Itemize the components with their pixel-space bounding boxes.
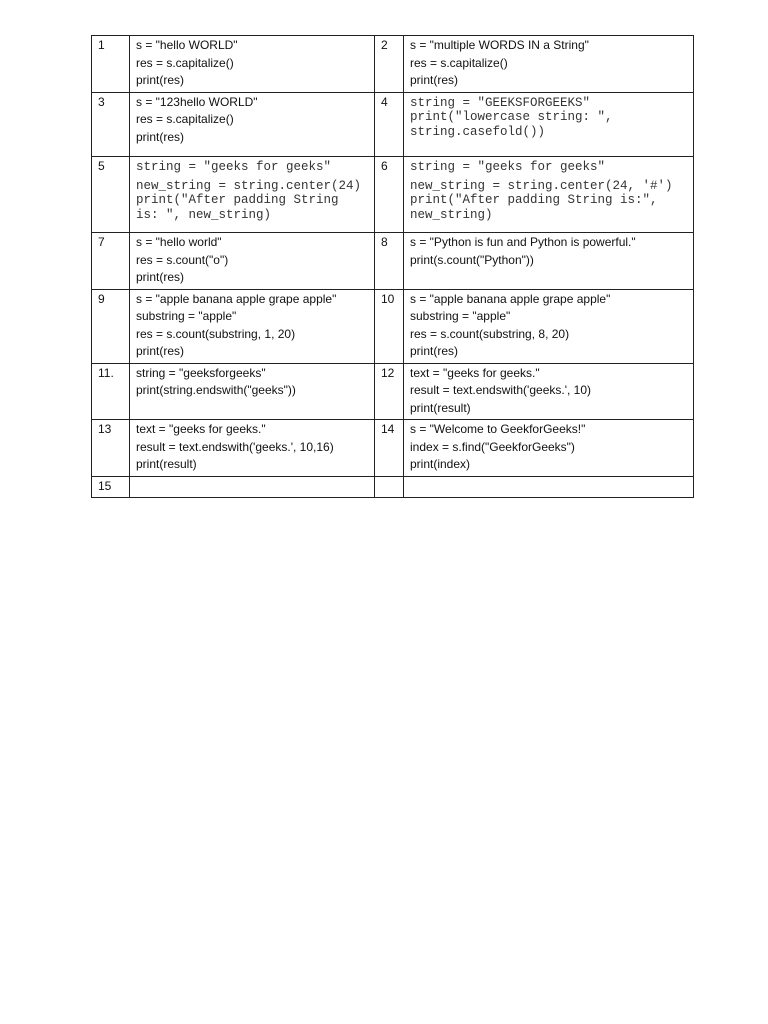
- code-line: print("lowercase string: ",: [410, 110, 613, 124]
- code-line: res = s.capitalize(): [136, 55, 234, 70]
- code-line: new_string = string.center(24, '#'): [410, 178, 673, 193]
- exercise-number: 3: [92, 92, 130, 157]
- code-line: s = "hello world": [136, 235, 222, 249]
- table-row: [92, 363, 694, 420]
- code-line: string = "geeks for geeks": [136, 160, 332, 174]
- code-cell: [130, 92, 375, 157]
- code-line: s = "hello WORLD": [136, 38, 238, 52]
- code-cell: [404, 420, 694, 477]
- code-line: res = s.count("o"): [136, 252, 229, 267]
- code-line: res = s.count(substring, 8, 20): [410, 326, 570, 341]
- exercise-number: 8: [375, 233, 404, 290]
- exercise-number: 12: [375, 363, 404, 420]
- exercise-number: 4: [375, 92, 404, 157]
- code-line: print("After padding String: [136, 193, 339, 207]
- table-row: [92, 476, 694, 498]
- exercise-number: 9: [92, 289, 130, 363]
- code-cell: [130, 157, 375, 233]
- code-line: print(res): [136, 73, 185, 87]
- code-line: is: ", new_string): [136, 207, 272, 222]
- code-cell: [404, 233, 694, 290]
- code-line: print(string.endswith("geeks")): [136, 383, 296, 397]
- code-line: text = "geeks for geeks.": [410, 365, 540, 380]
- exercise-number: 15: [92, 476, 130, 498]
- code-line: s = "Welcome to GeekforGeeks!": [410, 422, 586, 436]
- exercise-number: 11.: [92, 363, 130, 420]
- code-line: res = s.count(substring, 1, 20): [136, 326, 296, 341]
- code-line: result = text.endswith('geeks.', 10): [410, 383, 592, 397]
- code-cell: [404, 289, 694, 363]
- exercise-table: [91, 35, 694, 498]
- code-cell: [130, 476, 375, 498]
- exercise-number: 14: [375, 420, 404, 477]
- code-cell: [130, 363, 375, 420]
- code-line: print("After padding String is:",: [410, 193, 658, 207]
- code-line: print(res): [136, 129, 185, 144]
- code-line: print(res): [136, 270, 185, 284]
- code-line: print(index): [410, 457, 471, 471]
- table-row: [92, 92, 694, 157]
- code-cell: [404, 36, 694, 93]
- code-line: s = "123hello WORLD": [136, 94, 258, 109]
- code-line: substring = "apple": [136, 309, 237, 323]
- exercise-number: 10: [375, 289, 404, 363]
- code-line: string = "geeksforgeeks": [136, 365, 266, 380]
- table-row: [92, 157, 694, 233]
- code-line: print(result): [136, 457, 197, 471]
- code-line: new_string): [410, 207, 493, 222]
- code-line: print(res): [410, 73, 459, 87]
- code-line: substring = "apple": [410, 309, 511, 323]
- code-line: text = "geeks for geeks.": [136, 422, 266, 436]
- exercise-number: [375, 476, 404, 498]
- code-line: s = "Python is fun and Python is powerful.": [410, 235, 636, 249]
- code-line: string = "GEEKSFORGEEKS": [410, 95, 591, 110]
- code-cell: [404, 157, 694, 233]
- code-cell: [130, 420, 375, 477]
- code-cell: [130, 36, 375, 93]
- code-line: result = text.endswith('geeks.', 10,16): [136, 439, 334, 454]
- code-line: s = "apple banana apple grape apple": [136, 291, 337, 306]
- code-cell: [404, 92, 694, 157]
- code-cell: [130, 233, 375, 290]
- table-row: [92, 289, 694, 363]
- code-line: string = "geeks for geeks": [410, 160, 606, 174]
- table-row: [92, 420, 694, 477]
- code-line: s = "multiple WORDS IN a String": [410, 38, 589, 52]
- code-line: print(res): [136, 344, 185, 358]
- code-line: new_string = string.center(24): [136, 178, 362, 193]
- exercise-number: 5: [92, 157, 130, 233]
- exercise-number: 2: [375, 36, 404, 93]
- code-line: print(res): [410, 344, 459, 358]
- table-row: [92, 36, 694, 93]
- code-line: print(s.count("Python")): [410, 252, 534, 267]
- exercise-number: 13: [92, 420, 130, 477]
- code-cell: [130, 289, 375, 363]
- code-cell: [404, 476, 694, 498]
- table-row: [92, 233, 694, 290]
- exercise-number: 1: [92, 36, 130, 93]
- code-line: res = s.capitalize(): [136, 112, 234, 126]
- code-line: res = s.capitalize(): [410, 55, 508, 70]
- code-line: s = "apple banana apple grape apple": [410, 291, 611, 306]
- exercise-number: 7: [92, 233, 130, 290]
- code-line: index = s.find("GeekforGeeks"): [410, 439, 575, 454]
- code-line: string.casefold()): [410, 124, 546, 139]
- code-cell: [404, 363, 694, 420]
- exercise-number: 6: [375, 157, 404, 233]
- code-line: print(result): [410, 400, 471, 415]
